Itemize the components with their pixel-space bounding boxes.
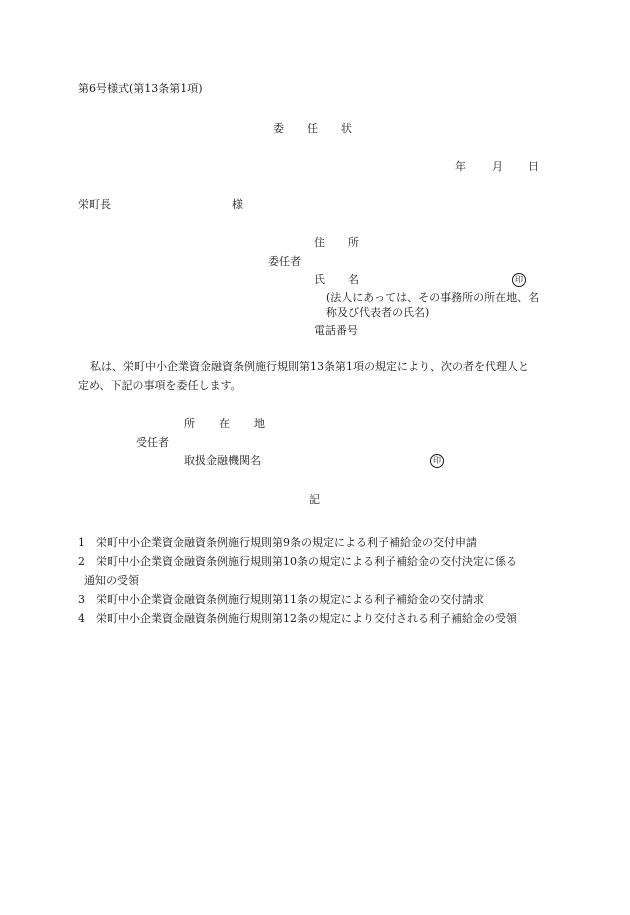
body-line-1: 私は、栄町中小企業資金融資条例施行規則第13条第1項の規定により、次の者を代理人と <box>90 360 529 373</box>
item-4-text: 栄町中小企業資金融資条例施行規則第12条の規定により交付される利子補給金の受領 <box>96 612 517 625</box>
delegator-phone-label: 電話番号 <box>314 324 358 337</box>
delegator-note-line-1: (法人にあっては、その事務所の所在地、名 <box>326 291 540 304</box>
delegator-seal: 印 <box>512 273 526 287</box>
ki-heading: 記 <box>309 493 320 506</box>
delegator-address-label-2: 所 <box>348 236 359 249</box>
delegator-name-label-2: 名 <box>348 273 359 286</box>
delegate-bank-label: 取扱金融機関名 <box>184 454 261 467</box>
delegate-location-label-2: 在 <box>219 417 230 430</box>
form-number: 第6号様式(第13条第1項) <box>78 82 203 95</box>
item-2-continuation: 通知の受領 <box>84 574 139 587</box>
delegate-location-label-1: 所 <box>184 417 195 430</box>
delegator-name-label-1: 氏 <box>314 273 325 286</box>
item-4-number: 4 <box>78 612 85 625</box>
title-char-1: 委 <box>273 122 284 135</box>
addressee-name: 栄町長 <box>78 198 111 211</box>
title-char-3: 状 <box>341 122 352 135</box>
date-day: 日 <box>528 160 539 173</box>
title-char-2: 任 <box>307 122 318 135</box>
item-1-number: 1 <box>78 536 85 549</box>
delegator-label: 委任者 <box>268 255 301 268</box>
item-2-number: 2 <box>78 555 85 568</box>
delegate-location-label-3: 地 <box>254 417 265 430</box>
date-month: 月 <box>492 160 503 173</box>
delegate-label: 受任者 <box>136 436 169 449</box>
item-1-text: 栄町中小企業資金融資条例施行規則第9条の規定による利子補給金の交付申請 <box>96 536 477 549</box>
item-2-text: 栄町中小企業資金融資条例施行規則第10条の規定による利子補給金の交付決定に係る <box>96 555 517 568</box>
body-line-2: 定め、下記の事項を委任します。 <box>78 379 242 392</box>
item-3-number: 3 <box>78 593 85 606</box>
addressee-honorific: 様 <box>232 198 243 211</box>
delegator-address-label-1: 住 <box>314 236 325 249</box>
date-year: 年 <box>455 160 466 173</box>
item-3-text: 栄町中小企業資金融資条例施行規則第11条の規定による利子補給金の交付請求 <box>96 593 484 606</box>
delegator-note-line-2: 称及び代表者の氏名) <box>326 306 430 319</box>
delegate-seal: 印 <box>430 454 444 468</box>
